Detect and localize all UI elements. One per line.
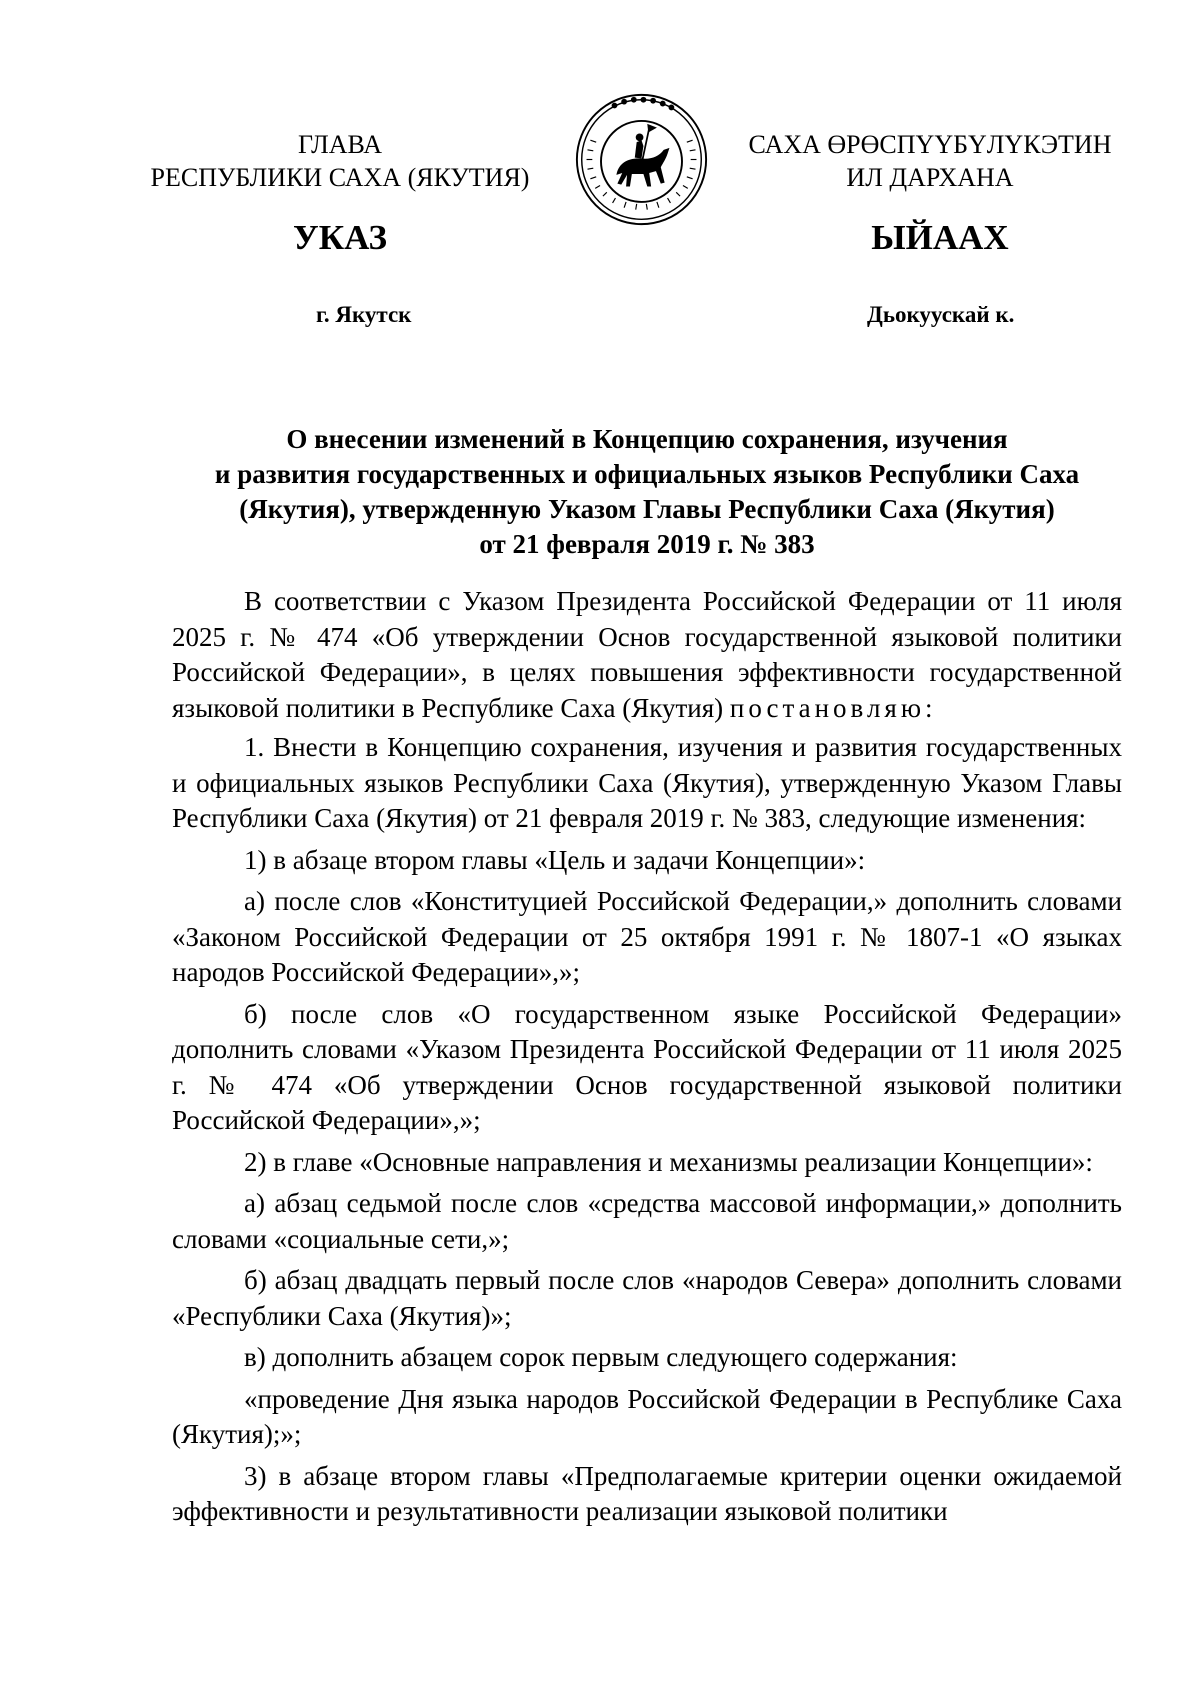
body-paragraph: 1. Внести в Концепцию сохранения, изучения и развития государственных и официальных языков Республики Саха (Якутия), утвержденную Указом Главы Республики Саха (Якутия) от 21 февраля 2019 г. № 383, следующие изменения:	[172, 732, 1122, 833]
body-paragraph: б) абзац двадцать первый после слов «народов Севера» дополнить словами «Республики Саха (Якутия)»;	[172, 1265, 1122, 1331]
body-paragraph: в) дополнить абзацем сорок первым следующего содержания:	[244, 1342, 958, 1372]
city-ru: г. Якутск	[316, 302, 412, 327]
header-left-line1: ГЛАВА	[298, 130, 382, 159]
city-sah: Дьокуускай к.	[867, 302, 1015, 327]
header-right-line2: ИЛ ДАРХАНА	[846, 163, 1014, 192]
document-body	[172, 584, 1122, 1536]
body-paragraph: «проведение Дня языка народов Российской Федерации в Республике Саха (Якутия);»;	[172, 1383, 1122, 1449]
coat-of-arms-icon	[574, 92, 709, 227]
doc-type-sah: ЫЙААХ	[871, 218, 1009, 257]
title-line: от 21 февраля 2019 г. № 383	[479, 529, 815, 559]
body-paragraph: 2) в главе «Основные направления и механизмы реализации Концепции»:	[244, 1146, 1093, 1177]
body-paragraph: б) после слов «О государственном языке Российской Федерации» дополнить словами «Указом Президента Российской Федерации от 11 июля 2025 г. № 474 «Об утверждении Основ государственной языковой политики Российской Федерации»,»;	[172, 998, 1122, 1135]
doc-type-ru: УКАЗ	[293, 218, 387, 257]
preamble-paragraph	[172, 584, 1122, 726]
postanovlyayu-text: постановляю:	[729, 692, 937, 723]
header-right-block	[720, 128, 1140, 194]
title-line: и развития государственных и официальных языков Республики Саха	[214, 459, 1080, 489]
body-paragraph: 1) в абзаце втором главы «Цель и задачи Концепции»:	[244, 844, 866, 875]
header-left-block	[140, 128, 540, 194]
header-left-line2: РЕСПУБЛИКИ САХА (ЯКУТИЯ)	[150, 163, 530, 192]
header-right-line1: САХА ӨРӨСПҮҮБҮЛҮКЭТИН	[748, 130, 1112, 159]
document-title	[172, 422, 1122, 562]
preamble-text: В соответствии с Указом Президента Российской Федерации от 11 июля 2025 г. № 474 «Об утверждении Основ государственной языковой политики Российской Федерации», в целях повышения эффективности государственной языковой политики в Республике Саха (Якутия)	[172, 586, 1122, 723]
body-paragraph: а) после слов «Конституцией Российской Федерации,» дополнить словами «Законом Российской Федерации от 25 октября 1991 г. № 1807-1 «О языках народов Российской Федерации»,»;	[172, 886, 1122, 987]
title-line: О внесении изменений в Концепцию сохранения, изучения	[286, 424, 1008, 454]
title-line: (Якутия), утвержденную Указом Главы Республики Саха (Якутия)	[239, 494, 1055, 524]
body-paragraph: а) абзац седьмой после слов «средства массовой информации,» дополнить словами «социальные сети,»;	[172, 1188, 1122, 1254]
body-paragraph: 3) в абзаце втором главы «Предполагаемые критерии оценки ожидаемой эффективности и результативности реализации языковой политики	[172, 1460, 1122, 1526]
